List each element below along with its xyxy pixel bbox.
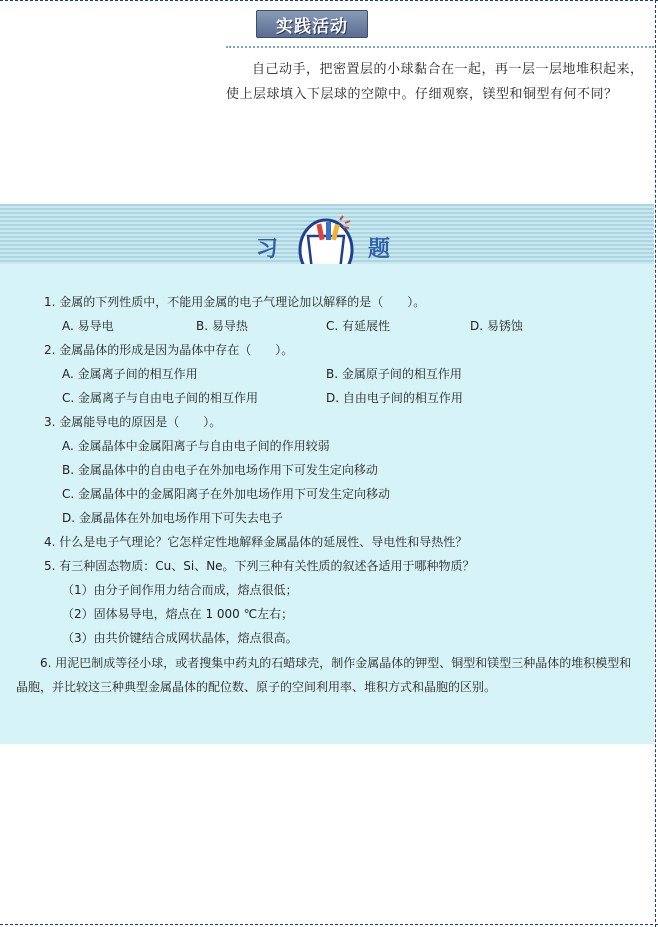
dotted-divider — [226, 46, 654, 48]
page-border-top — [0, 0, 658, 1]
question-3: 3. 金属能导电的原因是（ ）。 — [44, 415, 222, 429]
q1-option-c: C. 有延展性 — [326, 319, 391, 333]
q5-item-1: （1）由分子间作用力结合而成，熔点很低； — [62, 583, 298, 597]
question-6: 6. 用泥巴制成等径小球，或者搜集中药丸的石蜡球壳，制作金属晶体的钾型、铜型和镁型三种晶体的堆积模型和晶胞，并比较这三种典型金属晶体的配位数、原子的空间利用率、堆积方式和晶胞的区别。 — [16, 656, 632, 694]
question-4: 4. 什么是电子气理论？它怎样定性地解释金属晶体的延展性、导电性和导热性？ — [44, 535, 468, 549]
page-border-right — [655, 0, 656, 927]
question-1: 1. 金属的下列性质中，不能用金属的电子气理论加以解释的是（ ）。 — [44, 295, 426, 309]
q3-option-b: B. 金属晶体中的自由电子在外加电场作用下可发生定向移动 — [62, 463, 378, 477]
q3-option-c: C. 金属晶体中的金属阳离子在外加电场作用下可发生定向移动 — [62, 487, 391, 501]
q1-option-b: B. 易导热 — [196, 319, 248, 333]
page-border-bottom — [0, 924, 658, 925]
question-2: 2. 金属晶体的形成是因为晶体中存在（ ）。 — [44, 343, 294, 357]
exercise-title-left: 习 — [256, 237, 279, 262]
question-5: 5. 有三种固态物质：Cu、Si、Ne。下列三种有关性质的叙述各适用于哪种物质？ — [44, 559, 475, 573]
practice-activity-banner: 实践活动 — [256, 10, 368, 38]
q2-option-a: A. 金属离子间的相互作用 — [62, 367, 198, 381]
practice-activity-text: 自己动手，把密置层的小球黏合在一起，再一层一层地堆积起来，使上层球填入下层球的空隙中。仔细观察，镁型和铜型有何不同？ — [226, 62, 644, 102]
q1-option-d: D. 易锈蚀 — [470, 319, 523, 333]
q5-item-3: （3）由共价键结合成网状晶体，熔点很高。 — [62, 631, 298, 645]
q1-option-a: A. 易导电 — [62, 319, 114, 333]
q2-option-d: D. 自由电子间的相互作用 — [326, 391, 463, 405]
q3-option-a: A. 金属晶体中金属阳离子与自由电子间的作用较弱 — [62, 439, 330, 453]
q5-item-2: （2）固体易导电，熔点在 1 000 ℃左右； — [62, 607, 294, 621]
q2-option-c: C. 金属离子与自由电子间的相互作用 — [62, 391, 259, 405]
q3-option-d: D. 金属晶体在外加电场作用下可失去电子 — [62, 511, 283, 525]
exercise-title-right: 题 — [368, 237, 391, 262]
q2-option-b: B. 金属原子间的相互作用 — [326, 367, 462, 381]
